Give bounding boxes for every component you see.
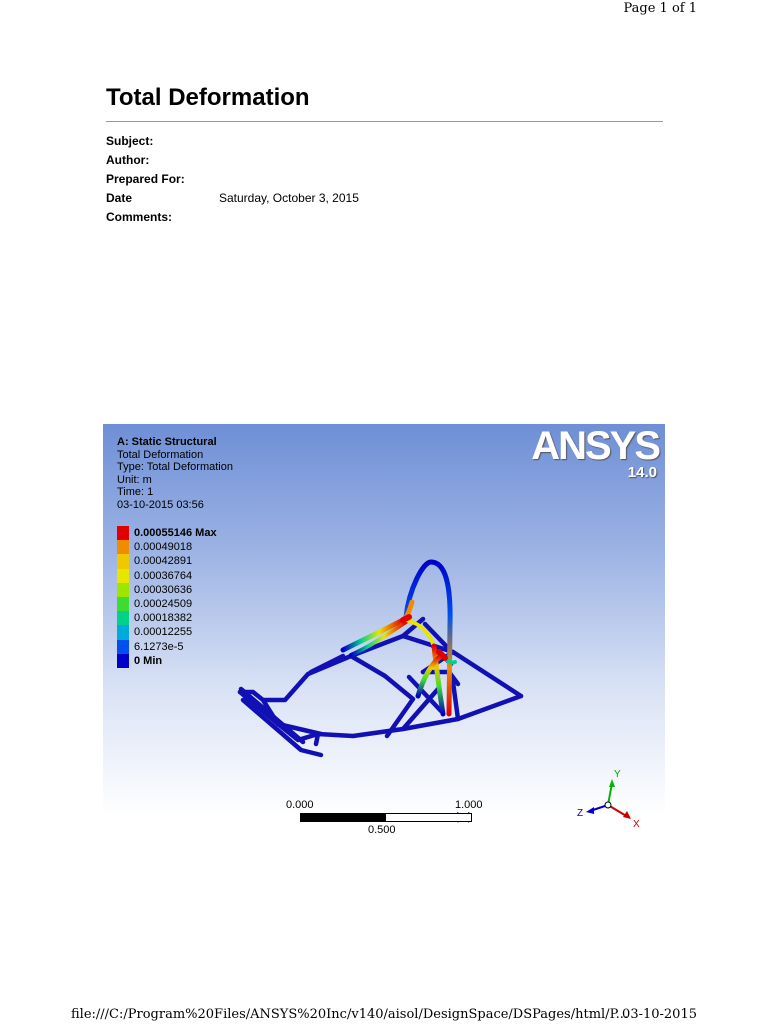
scale-mid-label: 0.500: [368, 824, 396, 836]
result-name: Total Deformation: [117, 448, 204, 461]
legend-label: 0.00018382: [134, 612, 193, 625]
deformation-result-figure: [103, 424, 665, 850]
scale-end-label: 1.000: [455, 799, 483, 811]
legend-label: 0.00049018: [134, 541, 193, 554]
result-type: Type: Total Deformation: [117, 461, 233, 473]
scale-bar-graphic: [300, 813, 472, 822]
logo-version: 14.0: [627, 464, 657, 481]
result-unit: Unit: m: [117, 473, 152, 486]
legend-label: 0.00024509: [134, 598, 193, 611]
document-metadata: [106, 131, 359, 226]
legend-label: 0 Min: [134, 654, 163, 667]
legend-label: 0.00012255: [134, 626, 193, 639]
triad-x-label: X: [633, 819, 640, 830]
meta-label: Date: [106, 190, 133, 205]
meta-value: Saturday, October 3, 2015: [219, 190, 359, 205]
meta-label: Subject:: [106, 133, 154, 148]
triad-z-label: Z: [577, 808, 584, 819]
footer-file-url: file:///C:/Program%20Files/ANSYS%20Inc/v140/aisol/DesignSpace/DSPages/html/P...: [71, 1007, 629, 1022]
meta-label: Author:: [106, 152, 150, 167]
meta-row-prepared-for: [106, 169, 359, 188]
legend-label: 0.00042891: [134, 555, 193, 568]
scale-start-label: 0.000: [286, 799, 314, 811]
page-title: Total Deformation: [106, 84, 310, 111]
page-number: Page 1 of 1: [623, 1, 697, 16]
frame-model: [103, 424, 665, 850]
logo-brand: ANSYS: [531, 424, 659, 468]
result-timestamp: 03-10-2015 03:56: [117, 498, 204, 511]
meta-row-author: [106, 150, 359, 169]
meta-label: Comments:: [106, 209, 173, 224]
meta-row-comments: [106, 207, 359, 226]
legend-label: 0.00055146 Max: [134, 527, 217, 540]
meta-row-date: [106, 188, 359, 207]
triad-y-label: Y: [614, 769, 621, 780]
coordinate-triad-icon: [577, 769, 640, 830]
legend-label: 6.1273e-5: [134, 640, 184, 653]
title-divider: [106, 121, 663, 122]
meta-row-subject: [106, 131, 359, 150]
legend-label: 0.00036764: [134, 569, 193, 582]
footer-date: 03-10-2015: [622, 1007, 697, 1022]
meta-label: Prepared For:: [106, 171, 185, 186]
legend-label: 0.00030636: [134, 583, 193, 596]
result-time: Time: 1: [117, 486, 154, 498]
scale-bar-fill: [301, 814, 386, 821]
analysis-name: A: Static Structural: [117, 436, 217, 448]
